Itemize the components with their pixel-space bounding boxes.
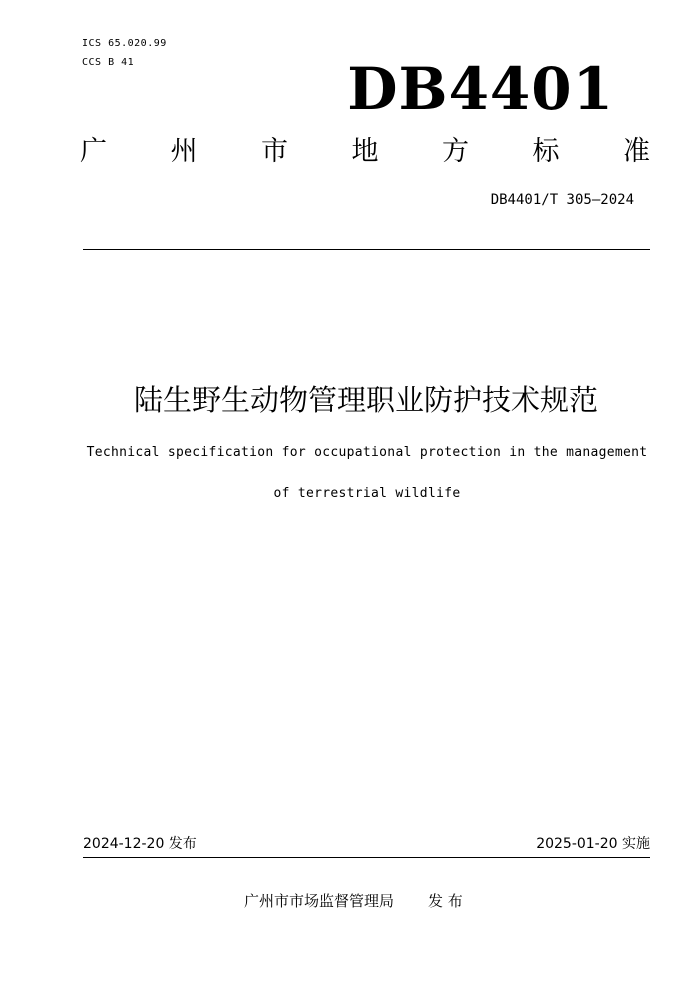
standard-kind-char: 地	[351, 136, 379, 167]
standard-kind-char: 州	[170, 136, 198, 167]
document-title-english	[82, 432, 652, 514]
standard-kind-char: 方	[442, 136, 469, 167]
bottom-divider	[83, 857, 650, 858]
document-title-chinese: 陆生野生动物管理职业防护技术规范	[133, 383, 598, 417]
standard-number: DB4401/T 305—2024	[490, 192, 634, 208]
standard-kind-heading	[80, 132, 650, 172]
ics-code: ICS 65.020.99	[82, 38, 167, 49]
release-date: 2024-12-20 发布	[83, 836, 197, 852]
english-title-line: of terrestrial wildlife	[273, 486, 461, 501]
standard-code-logo: DB4401	[347, 55, 614, 123]
standard-kind-char: 准	[623, 136, 650, 167]
ccs-code: CCS B 41	[82, 57, 135, 68]
issuer-name: 广州市市场监督管理局	[244, 892, 395, 910]
top-divider	[83, 249, 650, 250]
standard-kind-char: 市	[261, 136, 288, 167]
english-title-line: Technical specification for occupational protection in the management	[86, 445, 648, 460]
issuing-authority	[244, 890, 463, 912]
implementation-date: 2025-01-20 实施	[536, 836, 650, 852]
standard-kind-char: 标	[532, 136, 560, 167]
issuer-action: 发 布	[428, 892, 463, 910]
standard-kind-char: 广	[80, 136, 107, 167]
classification-codes	[82, 34, 167, 72]
